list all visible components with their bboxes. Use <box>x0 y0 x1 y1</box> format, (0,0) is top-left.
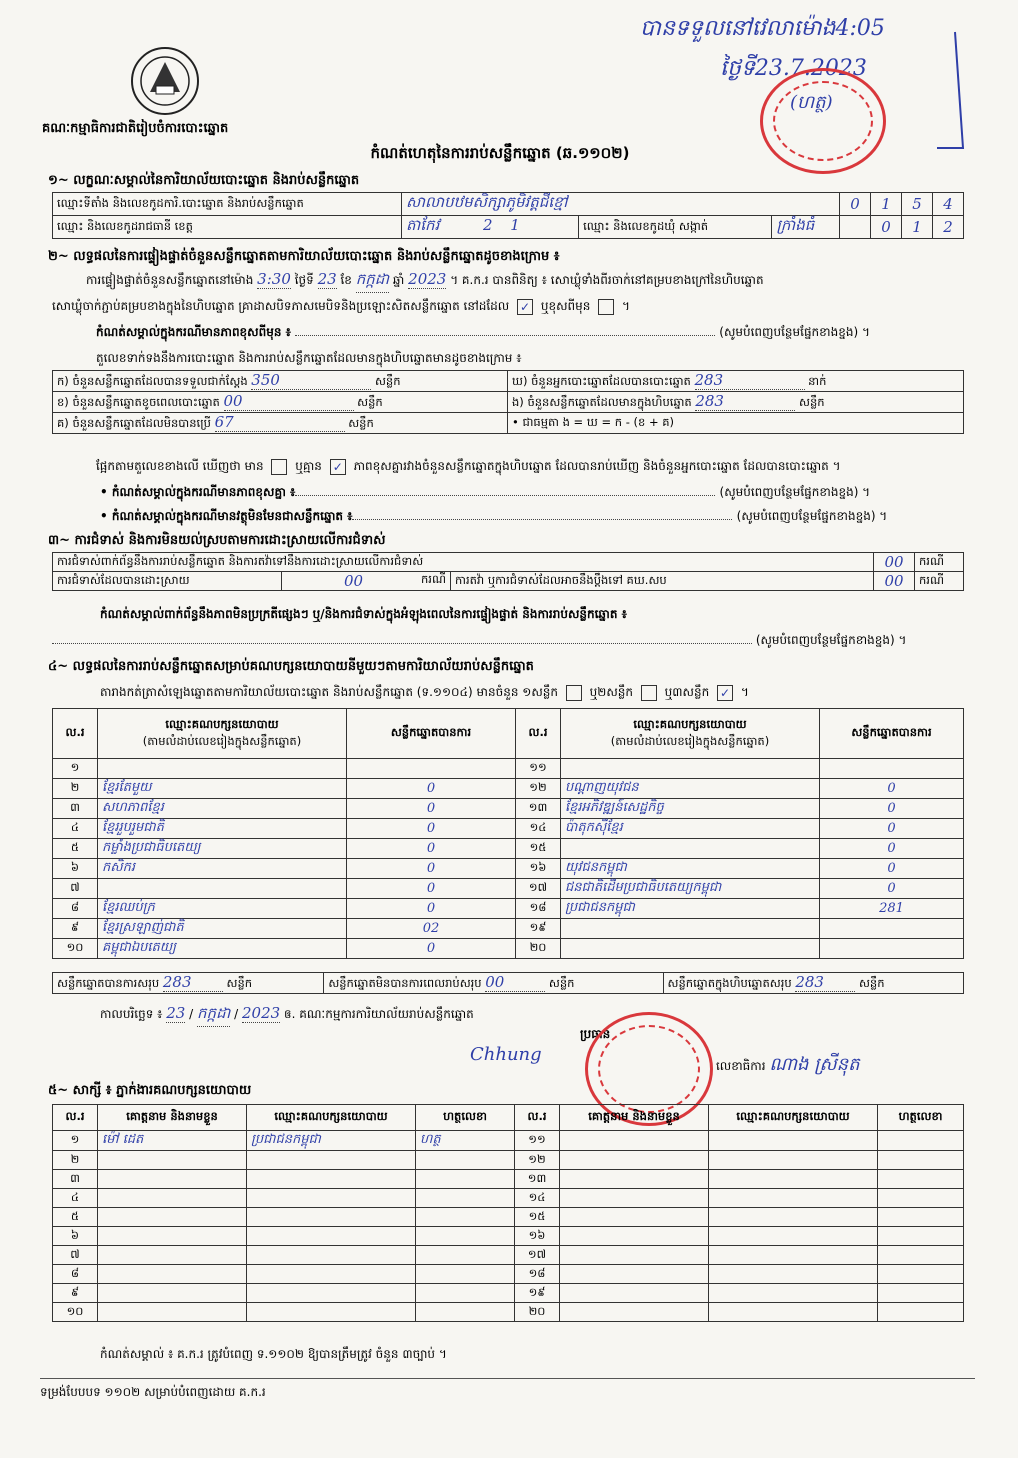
party-votes: 0 <box>347 859 516 879</box>
party-votes <box>820 939 964 959</box>
appeal-label: ការតវ៉ា ឬការជំទាស់ដែលអាចនឹងប្ដឹងទៅ គឃ.សប <box>451 572 874 591</box>
text: សន្លឹក <box>799 395 825 409</box>
row-no: ១១ <box>516 759 561 779</box>
province-digit: 1 <box>510 216 520 234</box>
col-sign: ហត្ថលេខា <box>416 1105 515 1131</box>
section4-heading: ៤~ លទ្ធផលនៃការរាប់សន្លឹកឆ្នោតសម្រាប់គណបក្សនយោបាយនីមួយៗតាមការិយាល័យរាប់សន្លឹកឆ្នោត <box>48 659 534 674</box>
text: សន្លឹក <box>548 976 575 990</box>
verify-year: 2023 <box>408 270 447 288</box>
sign-day: 23 <box>166 1004 186 1022</box>
party-votes <box>820 919 964 939</box>
party-name <box>561 839 820 859</box>
row-no: ១៥ <box>515 1208 560 1227</box>
text: ភាពខុសគ្នារវាងចំនួនសន្លឹកឆ្នោតក្នុងហិបឆ្នោត ដែលបានរាប់ឃើញ និងចំនួនអ្នកបោះឆ្នោត ដែលបានបោះឆ្នោត ។ <box>353 459 841 473</box>
witness-party <box>709 1151 878 1170</box>
province-value: តាកែវ <box>406 216 440 234</box>
col-no: ល.រ <box>516 709 561 759</box>
text: សោឃ្លុំចាក់ភ្ជាប់គម្របខាងក្នុងនៃហិបឆ្នោត គ្រាដាសបិទភាសមេបិទនិងប្រឡោះសិតសន្លឹកឆ្នោត នៅដដែល <box>52 299 510 313</box>
col-name: គោត្តនាម និងនាមខ្លួន <box>98 1105 247 1131</box>
sheet-count-line: តារាងកត់ត្រាសំឡេងឆ្នោតតាមការិយាល័យបោះឆ្នោត និងរាប់សន្លឹកឆ្នោត (ទ.១១០៤) មានចំនួន ១សន្លឹក ឬ២សន្លឹក ឬ៣សន្លឹក ✓ ។ <box>100 685 749 700</box>
figures-table <box>52 370 964 434</box>
witness-row <box>53 1246 964 1265</box>
party-name <box>561 919 820 939</box>
text: ឬខុសពីមុន <box>540 299 591 313</box>
witness-party <box>247 1284 416 1303</box>
row-no: ១៦ <box>515 1227 560 1246</box>
witness-row <box>53 1303 964 1322</box>
footer-text: ទម្រង់បែបបទ ១១០២ សម្រាប់បំពេញដោយ គ.ក.រ <box>40 1385 266 1399</box>
witness-name <box>98 1189 247 1208</box>
top-seal-stamp <box>760 68 886 174</box>
witness-party <box>709 1303 878 1322</box>
witness-party <box>709 1131 878 1151</box>
text: នាក់ <box>808 374 827 388</box>
party-name: ខ្មែរតែមួយ <box>98 779 347 799</box>
row-no: ៩ <box>53 919 98 939</box>
row-no: ១ <box>53 759 98 779</box>
row-no: ១៤ <box>516 819 561 839</box>
witness-party <box>247 1303 416 1322</box>
witness-row <box>53 1151 964 1170</box>
party-votes: 0 <box>347 899 516 919</box>
result-row <box>53 759 964 779</box>
text: • កំណត់សម្គាល់ក្នុងករណីមានភាពខុសគ្នា ៖ <box>100 485 296 499</box>
chair-signature: Chhung <box>470 1044 542 1065</box>
row-no: ៤ <box>53 1189 98 1208</box>
party-votes: 0 <box>820 839 964 859</box>
diff-note-line <box>96 324 870 342</box>
party-name <box>561 939 820 959</box>
row-no: ៨ <box>53 1265 98 1284</box>
location-table <box>52 192 964 239</box>
party-votes: 0 <box>347 939 516 959</box>
party-votes <box>347 759 516 779</box>
party-name: ខ្មែររួបរួមជាតិ <box>98 819 347 839</box>
text: គ) ចំនួនសន្លឹកឆ្នោតដែលមិនបានប្រើ <box>57 416 211 430</box>
text: ករណី <box>421 572 446 586</box>
witness-name <box>560 1246 709 1265</box>
witness-sign <box>878 1170 964 1189</box>
text: ផ្អែកតាមតួលេខខាងលើ ឃើញថា មាន <box>96 459 264 473</box>
party-votes: 0 <box>347 839 516 859</box>
witness-name <box>98 1246 247 1265</box>
text: (សូមបំពេញបន្ថែមផ្នែកខាងខ្នង) ។ <box>719 485 871 499</box>
appeal-value: 00 <box>884 572 904 590</box>
row-no: ៦ <box>53 859 98 879</box>
witness-sign <box>416 1246 515 1265</box>
witness-name: ម៉ៅ ដេត <box>98 1131 247 1151</box>
text: សន្លឹក <box>858 976 885 990</box>
party-votes: 0 <box>347 799 516 819</box>
witness-party <box>709 1208 878 1227</box>
party-name: គម្ពុជាឯបតេយ្យ <box>98 939 347 959</box>
text: សន្លឹក <box>348 416 374 430</box>
result-row <box>53 919 964 939</box>
party-name: ប៉ាតុកស៊ីខ្មែរ <box>561 819 820 839</box>
text: សន្លឹកឆ្នោតក្នុងហិបឆ្នោតសរុប <box>667 976 792 990</box>
text: ឆ្នាំ <box>392 273 405 287</box>
row-no: ៣ <box>53 799 98 819</box>
party-name: យុវជនកម្ពុជា <box>561 859 820 879</box>
party-name: កសិករ <box>98 859 347 879</box>
witness-row <box>53 1170 964 1189</box>
sign-year: 2023 <box>242 1004 281 1022</box>
row-no: ៥ <box>53 839 98 859</box>
witness-sign <box>416 1265 515 1284</box>
resolved-label: ការជំទាស់ដែលបានដោះស្រាយ <box>53 572 282 591</box>
result-row <box>53 779 964 799</box>
row-no: ៥ <box>53 1208 98 1227</box>
text: ។ គ.ក.រ បានពិនិត្យ ៖ សោឃ្លុំទាំងពីរចាក់នៅគម្របខាងក្រៅនៃហិបឆ្នោត <box>450 273 764 287</box>
same-checkbox[interactable]: ✓ <box>517 299 533 315</box>
chair-label: ប្រធាន <box>580 1027 611 1041</box>
text: សន្លឹកឆ្នោតបានការសរុប <box>57 976 160 990</box>
section1-heading: ១~ លក្ខណៈសម្គាល់នៃការិយាល័យបោះឆ្នោត និងរាប់សន្លឹកឆ្នោត <box>48 173 360 188</box>
row-no: ៩ <box>53 1284 98 1303</box>
party-name: កម្លាំងប្រជាធិបតេយ្យ <box>98 839 347 859</box>
footer-divider <box>40 1378 975 1379</box>
witness-sign <box>878 1284 964 1303</box>
row-no: ១២ <box>515 1151 560 1170</box>
witness-sign: ហត្ថ <box>416 1131 515 1151</box>
witness-name <box>98 1227 247 1246</box>
party-name: បណ្ដាញយុវជន <box>561 779 820 799</box>
result-row <box>53 839 964 859</box>
formula: • ជាធម្មតា ង = ឃ = ក - (ខ + គ) <box>508 413 964 434</box>
text: សន្លឹក <box>374 374 401 388</box>
witness-party <box>247 1189 416 1208</box>
valid-total: 283 <box>163 973 223 992</box>
witness-party <box>709 1284 878 1303</box>
location-label: ឈ្មោះទីតាំង និងលេខកូដការិ.បោះឆ្នោត និងរាប់សន្លឹកឆ្នោត <box>53 193 402 216</box>
witness-name <box>98 1284 247 1303</box>
witness-sign <box>416 1208 515 1227</box>
party-name <box>98 879 347 899</box>
party-votes: 0 <box>347 779 516 799</box>
witness-name <box>98 1170 247 1189</box>
irregularity-fill <box>52 632 906 650</box>
secretary-name: ណាង ស្រីនុត <box>769 1054 860 1075</box>
text: ឲ. គណៈកម្មការការិយាល័យរាប់សន្លឹកឆ្នោត <box>284 1007 474 1021</box>
verify-line <box>86 270 764 293</box>
witness-sign <box>878 1131 964 1151</box>
witness-name <box>560 1151 709 1170</box>
result-row <box>53 879 964 899</box>
text: ករណី <box>915 572 964 591</box>
result-row <box>53 859 964 879</box>
text: សន្លឹកឆ្នោតមិនបានការពេលរាប់សរុប <box>328 976 482 990</box>
text: សន្លឹក <box>357 395 383 409</box>
row-no: ១៦ <box>516 859 561 879</box>
row-no: ២០ <box>516 939 561 959</box>
col-no: ល.រ <box>53 1105 98 1131</box>
text: ង) ចំនួនសន្លឹកឆ្នោតដែលមានក្នុងហិបឆ្នោត <box>512 395 692 409</box>
witness-row <box>53 1131 964 1151</box>
witness-party: ប្រជាជនកម្ពុជា <box>247 1131 416 1151</box>
col-no: ល.រ <box>515 1105 560 1131</box>
party-votes <box>820 759 964 779</box>
witness-sign <box>416 1284 515 1303</box>
col-votes: សន្លឹកឆ្នោតបានការ <box>347 709 516 759</box>
witness-row <box>53 1208 964 1227</box>
witness-name <box>98 1151 247 1170</box>
commune-value: ក្រាំងធំ <box>776 216 815 234</box>
location-digit: 5 <box>902 193 933 216</box>
row-no: ៦ <box>53 1227 98 1246</box>
complaint-value: 00 <box>884 553 904 571</box>
witness-sign <box>878 1151 964 1170</box>
province-digit: 2 <box>482 216 493 234</box>
witness-sign <box>878 1246 964 1265</box>
party-votes: 02 <box>347 919 516 939</box>
party-votes: 0 <box>820 799 964 819</box>
party-name <box>561 759 820 779</box>
received-value: 350 <box>251 371 371 390</box>
discrepancy-line <box>96 458 841 476</box>
witness-sign <box>878 1227 964 1246</box>
verify-day: 23 <box>317 270 337 288</box>
witness-table <box>52 1104 964 1322</box>
receipt-sign: (ហត្ថ) <box>790 92 833 113</box>
final-note: កំណត់សម្គាល់ ៖ គ.ក.រ ត្រូវបំពេញ ទ.១១០២ ឱ្យបានត្រឹមត្រូវ ចំនួន ៣ច្បាប់ ។ <box>100 1347 447 1361</box>
result-row <box>53 799 964 819</box>
commune-label: ឈ្មោះ និងលេខកូដឃុំ សង្កាត់ <box>579 216 772 239</box>
party-votes: 0 <box>347 819 516 839</box>
witness-sign <box>878 1189 964 1208</box>
section2-heading: ២~ លទ្ធផលនៃការផ្ទៀងផ្ទាត់ចំនួនសន្លឹកឆ្នោតតាមការិយាល័យបោះឆ្នោត និងរាប់សន្លឹកឆ្នោតដូចខាងក្រោម ៖ <box>48 249 560 264</box>
spoiled-value: 00 <box>224 392 354 411</box>
text: កំណត់សម្គាល់ក្នុងករណីមានភាពខុសពីមុន ៖ <box>96 325 291 339</box>
complaint-table <box>52 552 964 591</box>
two-sheet-checkbox[interactable] <box>641 685 657 701</box>
witness-name <box>560 1208 709 1227</box>
party-name <box>98 759 347 779</box>
witness-name <box>560 1131 709 1151</box>
diff-note <box>100 484 870 502</box>
party-name: សហភាពខ្មែរ <box>98 799 347 819</box>
row-no: ១០ <box>53 1303 98 1322</box>
party-votes: 0 <box>820 879 964 899</box>
section3-heading: ៣~ ការជំទាស់ និងការមិនយល់ស្របតាមការដោះស្រាយលើការជំទាស់ <box>48 533 386 548</box>
witness-sign <box>416 1189 515 1208</box>
row-no: ១៥ <box>516 839 561 859</box>
row-no: ៤ <box>53 819 98 839</box>
witness-party <box>709 1246 878 1265</box>
row-no: ១៩ <box>516 919 561 939</box>
verify-month: កក្កដា <box>356 270 389 293</box>
col-party: ឈ្មោះគណបក្សនយោបាយ <box>633 716 747 731</box>
text: ឬគ្មាន <box>295 459 322 473</box>
date-line: កាលបរិច្ឆេទ ៖ 23 / កក្កដា / 2023 ឲ. គណៈកម្មការការិយាល័យរាប់សន្លឹកឆ្នោត <box>100 1004 474 1027</box>
witness-name <box>560 1189 709 1208</box>
witness-sign <box>416 1303 515 1322</box>
witness-name <box>560 1227 709 1246</box>
col-sign: ហត្ថលេខា <box>878 1105 964 1131</box>
witness-name <box>560 1303 709 1322</box>
witness-sign <box>878 1303 964 1322</box>
text: លេខាធិការ <box>716 1059 766 1073</box>
text: ឃ) ចំនួនអ្នកបោះឆ្នោតដែលបានបោះឆ្នោត <box>512 374 691 388</box>
witness-row <box>53 1227 964 1246</box>
col-no: ល.រ <box>53 709 98 759</box>
party-name: ខ្មែរឈប់ក្រ <box>98 899 347 919</box>
col-party-sub: (តាមលំដាប់លេខរៀងក្នុងសន្លឹកឆ្នោត) <box>142 733 302 748</box>
witness-party <box>247 1265 416 1284</box>
witness-party <box>247 1246 416 1265</box>
has-diff-checkbox[interactable] <box>271 459 287 475</box>
witness-party <box>709 1170 878 1189</box>
col-party-sub: (តាមលំដាប់លេខរៀងក្នុងសន្លឹកឆ្នោត) <box>610 733 770 748</box>
witness-name <box>98 1208 247 1227</box>
sign-month: កក្កដា <box>197 1004 230 1027</box>
witness-sign <box>416 1227 515 1246</box>
unused-value: 67 <box>215 413 345 432</box>
commune-digit: 2 <box>933 216 964 239</box>
secretary-line <box>716 1052 860 1079</box>
row-no: ៧ <box>53 1246 98 1265</box>
witness-party <box>247 1170 416 1189</box>
receipt-date: ថ្ងៃទី23.7.2023 <box>720 56 867 81</box>
bracket-mark-icon <box>935 30 975 150</box>
witness-party <box>247 1227 416 1246</box>
party-name: ជនជាតិដើមប្រជាធិបតេយ្យកម្ពុជា <box>561 879 820 899</box>
row-no: ២ <box>53 779 98 799</box>
result-row <box>53 819 964 839</box>
row-no: ៣ <box>53 1170 98 1189</box>
text: (សូមបំពេញបន្ថែមផ្នែកខាងខ្នង) ។ <box>719 325 870 339</box>
witness-party <box>709 1227 878 1246</box>
receipt-note: បានទទួលនៅវេលាម៉ោង4:05 <box>640 16 885 41</box>
row-no: ៨ <box>53 899 98 919</box>
results-table <box>52 708 964 959</box>
text: ថ្ងៃទី <box>294 273 314 287</box>
no-diff-checkbox[interactable]: ✓ <box>330 459 346 475</box>
location-digit: 0 <box>840 193 871 216</box>
text: ខែ <box>340 273 352 287</box>
resolved-value: 00 <box>343 572 364 590</box>
result-row <box>53 899 964 919</box>
location-value: សាលាបឋមសិក្សាភូមិវត្តជីខ្មៅ <box>406 193 568 211</box>
voters-value: 283 <box>695 371 805 390</box>
col-votes: សន្លឹកឆ្នោតបានការ <box>820 709 964 759</box>
witness-name <box>560 1284 709 1303</box>
row-no: ១៧ <box>516 879 561 899</box>
witness-sign <box>416 1170 515 1189</box>
location-digit: 4 <box>933 193 964 216</box>
text: តារាងកត់ត្រាសំឡេងឆ្នោតតាមការិយាល័យបោះឆ្នោត និងរាប់សន្លឹកឆ្នោត (ទ.១១០៤) មានចំនួន ១សន្លឹក <box>100 685 558 699</box>
party-votes: 0 <box>820 819 964 839</box>
witness-name <box>98 1265 247 1284</box>
row-no: ២ <box>53 1151 98 1170</box>
witness-party <box>709 1189 878 1208</box>
commune-digit: 1 <box>902 216 933 239</box>
one-sheet-checkbox[interactable] <box>566 685 582 701</box>
box-total: 283 <box>795 973 855 992</box>
witness-row <box>53 1284 964 1303</box>
col-name: គោត្តនាម និងនាមខ្លួន <box>560 1105 709 1131</box>
nec-emblem-icon <box>128 44 202 118</box>
witness-name <box>98 1303 247 1322</box>
invalid-total: 00 <box>485 973 545 992</box>
object-note <box>100 508 887 526</box>
three-sheet-checkbox[interactable]: ✓ <box>717 685 733 701</box>
witness-name <box>560 1170 709 1189</box>
row-no: ១៨ <box>515 1265 560 1284</box>
col-party: ឈ្មោះគណបក្សនយោបាយ <box>165 716 279 731</box>
row-no: ១០ <box>53 939 98 959</box>
text: ការផ្ទៀងផ្ទាត់ចំនួនសន្លឹកឆ្នោតនៅម៉ោង <box>86 273 254 287</box>
text: កាលបរិច្ឆេទ ៖ <box>100 1007 163 1021</box>
text: • កំណត់សម្គាល់ក្នុងករណីមានវត្ថុមិនមែនជាសន្លឹកឆ្នោត ៖ <box>100 509 353 523</box>
form-title: កំណត់ហេតុនៃការរាប់សន្លឹកឆ្នោត (ឆ.១១០២) <box>370 144 630 162</box>
party-votes: 0 <box>820 859 964 879</box>
party-name: ខ្មែរអភិវឌ្ឍន៍សេដ្ឋកិច្ច <box>561 799 820 819</box>
org-name: គណៈកម្មាធិការជាតិរៀបចំការបោះឆ្នោត <box>42 121 229 136</box>
row-no: ១៤ <box>515 1189 560 1208</box>
witness-sign <box>878 1208 964 1227</box>
row-no: ២០ <box>515 1303 560 1322</box>
row-no: ១២ <box>516 779 561 799</box>
text: (សូមបំពេញបន្ថែមផ្នែកខាងខ្នង) ។ <box>736 509 888 523</box>
totals-table <box>52 972 964 994</box>
witness-sign <box>878 1265 964 1284</box>
row-no: ១៩ <box>515 1284 560 1303</box>
text: ករណី <box>915 553 964 572</box>
text: ឬ២សន្លឹក <box>589 685 634 699</box>
result-row <box>53 939 964 959</box>
row-no: ៧ <box>53 879 98 899</box>
party-name: ខ្មែរស្រឡាញ់ជាតិ <box>98 919 347 939</box>
complaint-label: ការជំទាស់ពាក់ព័ន្ធនឹងការរាប់សន្លឹកឆ្នោត និងការតវ៉ាទៅនឹងការដោះស្រាយលើការជំទាស់ <box>53 553 874 572</box>
witness-row <box>53 1189 964 1208</box>
party-votes: 0 <box>820 779 964 799</box>
witness-name <box>560 1265 709 1284</box>
text: ក) ចំនួនសន្លឹកឆ្នោតដែលបានទទួលជាក់ស្តែង <box>57 374 248 388</box>
commune-digit: 0 <box>871 216 902 239</box>
witness-party <box>709 1265 878 1284</box>
section5-heading: ៥~ សាក្សី ៖ ភ្នាក់ងារគណបក្សនយោបាយ <box>48 1083 252 1098</box>
party-votes: 0 <box>347 879 516 899</box>
row-no: ១៣ <box>516 799 561 819</box>
witness-party <box>247 1151 416 1170</box>
text: (សូមបំពេញបន្ថែមផ្នែកខាងខ្នង) ។ <box>755 633 907 647</box>
party-name: ប្រជាជនកម្ពុជា <box>561 899 820 919</box>
irregularity-note: កំណត់សម្គាល់ពាក់ព័ន្ធនឹងភាពមិនប្រក្រតីផ្សេងៗ ឬ/និងការជំទាស់ក្នុងអំឡុងពេលនៃការផ្ទៀងផ្ទាត់ និងការរាប់សន្លឹកឆ្នោត ៖ <box>100 607 627 621</box>
row-no: ១១ <box>515 1131 560 1151</box>
witness-party <box>247 1208 416 1227</box>
text: ខ) ចំនួនសន្លឹកឆ្នោតខូចពេលបោះឆ្នោត <box>57 395 220 409</box>
location-digit: 1 <box>871 193 902 216</box>
witness-sign <box>416 1151 515 1170</box>
in-box-value: 283 <box>695 392 795 411</box>
row-no: ១៣ <box>515 1170 560 1189</box>
row-no: ១៨ <box>516 899 561 919</box>
text: ឬ៣សន្លឹក <box>664 685 710 699</box>
province-label: ឈ្មោះ និងលេខកូដរាជធានី ខេត្ត <box>53 216 402 239</box>
verify-time: 3:30 <box>257 270 291 288</box>
witness-row <box>53 1265 964 1284</box>
col-party: ឈ្មោះគណបក្សនយោបាយ <box>247 1105 416 1131</box>
row-no: ១ <box>53 1131 98 1151</box>
col-party: ឈ្មោះគណបក្សនយោបាយ <box>709 1105 878 1131</box>
figures-intro: តួលេខទាក់ទងនឹងការបោះឆ្នោត និងការរាប់សន្លឹកឆ្នោតដែលមានក្នុងហិបឆ្នោតមានដូចខាងក្រោម ៖ <box>96 351 522 365</box>
row-no: ១៧ <box>515 1246 560 1265</box>
different-checkbox[interactable] <box>598 299 614 315</box>
seal-line: សោឃ្លុំចាក់ភ្ជាប់គម្របខាងក្នុងនៃហិបឆ្នោត គ្រាដាសបិទភាសមេបិទនិងប្រឡោះសិតសន្លឹកឆ្នោត នៅដដែល ✓ ឬខុសពីមុន ។ <box>52 299 630 314</box>
text: សន្លឹក <box>226 976 253 990</box>
party-votes: 281 <box>820 899 964 919</box>
